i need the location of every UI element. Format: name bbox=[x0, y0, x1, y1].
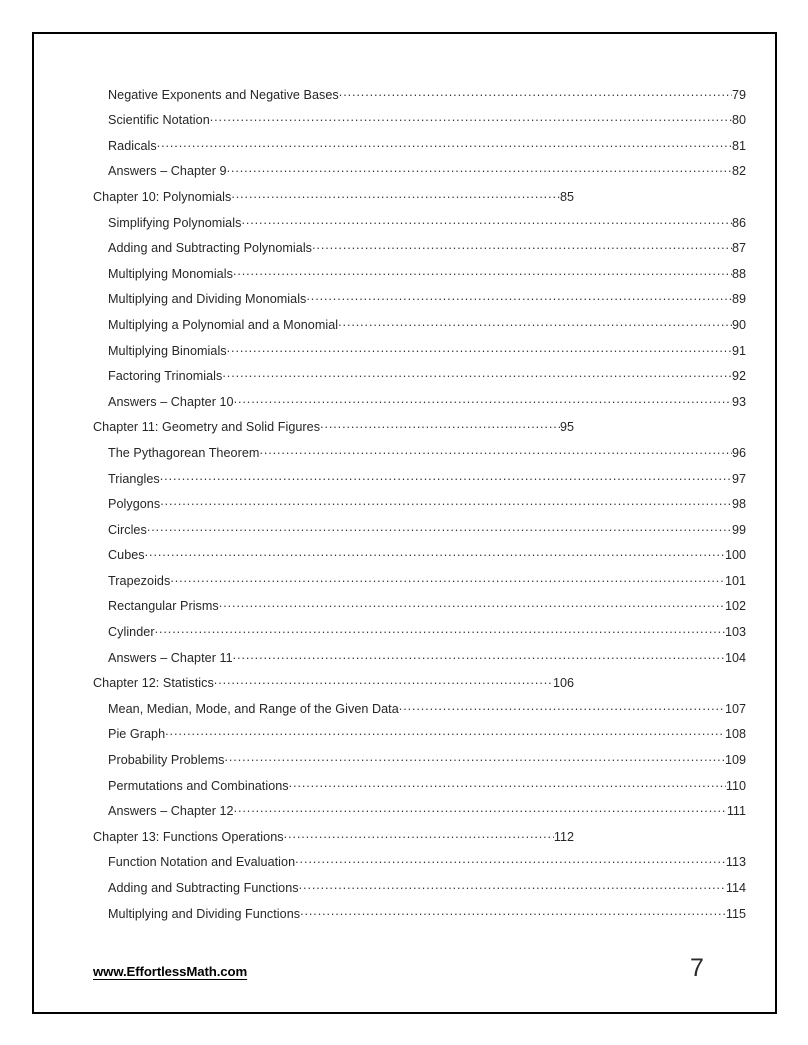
toc-entry-row[interactable] bbox=[108, 342, 746, 368]
toc-dot-leader bbox=[155, 623, 725, 636]
toc-entry-page-number: 88 bbox=[731, 266, 746, 281]
toc-entry-page-number: 87 bbox=[731, 241, 746, 256]
page-footer bbox=[93, 954, 745, 994]
toc-entry-title: Circles bbox=[108, 522, 147, 537]
toc-dot-leader bbox=[222, 368, 732, 381]
toc-dot-leader bbox=[147, 521, 732, 534]
toc-entry-row[interactable] bbox=[108, 214, 746, 240]
toc-entry-title: Radicals bbox=[108, 138, 157, 153]
toc-dot-leader bbox=[157, 137, 732, 150]
toc-entry-title: Answers – Chapter 10 bbox=[108, 394, 234, 409]
toc-dot-leader bbox=[289, 777, 726, 790]
toc-dot-leader bbox=[320, 419, 560, 432]
toc-entry-title: Chapter 13: Functions Operations bbox=[93, 829, 284, 844]
toc-dot-leader bbox=[399, 700, 725, 713]
toc-entry-page-number: 107 bbox=[724, 701, 746, 716]
table-of-contents bbox=[93, 86, 753, 931]
toc-entry-title: Chapter 11: Geometry and Solid Figures bbox=[93, 420, 321, 435]
toc-entry-row[interactable] bbox=[108, 368, 746, 394]
toc-entry-row[interactable] bbox=[108, 598, 746, 624]
toc-entry-page-number: 97 bbox=[731, 471, 746, 486]
toc-dot-leader bbox=[338, 316, 732, 329]
toc-entry-row[interactable] bbox=[108, 854, 746, 880]
toc-entry-title: Probability Problems bbox=[108, 753, 225, 768]
toc-entry-row[interactable] bbox=[108, 547, 746, 573]
toc-entry-page-number: 98 bbox=[731, 497, 746, 512]
toc-dot-leader bbox=[241, 214, 732, 227]
toc-entry-title: The Pythagorean Theorem bbox=[108, 445, 260, 460]
toc-chapter-row[interactable] bbox=[93, 188, 574, 214]
toc-entry-page-number: 110 bbox=[725, 778, 746, 793]
toc-entry-title: Polygons bbox=[108, 497, 161, 512]
toc-entry-page-number: 113 bbox=[725, 855, 746, 870]
toc-entry-row[interactable] bbox=[108, 905, 746, 931]
toc-dot-leader bbox=[295, 854, 726, 867]
toc-entry-title: Multiplying and Dividing Monomials bbox=[108, 292, 307, 307]
toc-entry-row[interactable] bbox=[108, 623, 746, 649]
toc-entry-title: Pie Graph bbox=[108, 727, 166, 742]
toc-entry-page-number: 104 bbox=[724, 650, 746, 665]
toc-dot-leader bbox=[160, 470, 732, 483]
toc-entry-page-number: 80 bbox=[731, 113, 746, 128]
toc-entry-page-number: 91 bbox=[731, 343, 746, 358]
toc-dot-leader bbox=[299, 879, 726, 892]
toc-dot-leader bbox=[234, 803, 727, 816]
toc-entry-page-number: 100 bbox=[724, 548, 746, 563]
toc-entry-row[interactable] bbox=[108, 777, 746, 803]
toc-entry-page-number: 92 bbox=[731, 369, 746, 384]
toc-entry-page-number: 89 bbox=[731, 292, 746, 307]
toc-entry-row[interactable] bbox=[108, 316, 746, 342]
toc-dot-leader bbox=[227, 163, 732, 176]
toc-entry-title: Factoring Trinomials bbox=[108, 369, 223, 384]
toc-entry-title: Chapter 12: Statistics bbox=[93, 676, 214, 691]
toc-entry-page-number: 93 bbox=[731, 394, 746, 409]
toc-entry-row[interactable] bbox=[108, 86, 746, 112]
toc-entry-page-number: 96 bbox=[731, 445, 746, 460]
toc-entry-title: Scientific Notation bbox=[108, 113, 210, 128]
toc-dot-leader bbox=[312, 240, 732, 253]
toc-entry-title: Rectangular Prisms bbox=[108, 599, 219, 614]
toc-entry-row[interactable] bbox=[108, 649, 746, 675]
toc-entry-row[interactable] bbox=[108, 726, 746, 752]
toc-entry-row[interactable] bbox=[108, 291, 746, 317]
toc-entry-page-number: 95 bbox=[559, 420, 574, 435]
toc-entry-title: Adding and Subtracting Polynomials bbox=[108, 241, 313, 256]
toc-entry-title: Adding and Subtracting Functions bbox=[108, 881, 299, 895]
toc-dot-leader bbox=[233, 265, 732, 278]
toc-dot-leader bbox=[214, 675, 553, 688]
document-page bbox=[32, 32, 777, 1014]
toc-dot-leader bbox=[234, 393, 732, 406]
toc-entry-row[interactable] bbox=[108, 700, 746, 726]
toc-entry-page-number: 114 bbox=[725, 881, 746, 895]
toc-entry-page-number: 108 bbox=[724, 727, 746, 742]
toc-entry-row[interactable] bbox=[108, 444, 746, 470]
toc-chapter-row[interactable] bbox=[93, 419, 574, 445]
toc-dot-leader bbox=[233, 649, 725, 662]
toc-entry-page-number: 81 bbox=[731, 138, 746, 153]
toc-entry-title: Mean, Median, Mode, and Range of the Given Data bbox=[108, 701, 399, 716]
toc-entry-title: Trapezoids bbox=[108, 573, 171, 588]
toc-entry-row[interactable] bbox=[108, 751, 746, 777]
toc-chapter-row[interactable] bbox=[93, 828, 574, 854]
toc-entry-page-number: 99 bbox=[731, 522, 746, 537]
toc-entry-title: Triangles bbox=[108, 471, 160, 486]
toc-entry-page-number: 79 bbox=[731, 87, 746, 102]
toc-entry-page-number: 101 bbox=[724, 573, 746, 588]
toc-entry-page-number: 90 bbox=[731, 317, 746, 332]
toc-entry-title: Multiplying a Polynomial and a Monomial bbox=[108, 317, 339, 332]
toc-dot-leader bbox=[259, 444, 732, 457]
toc-entry-title: Function Notation and Evaluation bbox=[108, 855, 296, 870]
toc-entry-title: Multiplying and Dividing Functions bbox=[108, 906, 301, 921]
toc-dot-leader bbox=[300, 905, 726, 918]
toc-entry-row[interactable] bbox=[108, 163, 746, 189]
toc-entry-title: Chapter 10: Polynomials bbox=[93, 189, 232, 204]
toc-entry-page-number: 115 bbox=[725, 906, 746, 921]
toc-entry-title: Negative Exponents and Negative Bases bbox=[108, 87, 339, 102]
toc-dot-leader bbox=[227, 342, 732, 355]
toc-dot-leader bbox=[306, 291, 732, 304]
toc-entry-row[interactable] bbox=[108, 393, 746, 419]
toc-dot-leader bbox=[219, 598, 725, 611]
toc-entry-row[interactable] bbox=[108, 803, 746, 829]
toc-entry-row[interactable] bbox=[108, 879, 746, 905]
toc-entry-page-number: 85 bbox=[559, 189, 574, 204]
toc-entry-title: Cylinder bbox=[108, 625, 155, 640]
toc-entry-page-number: 86 bbox=[731, 215, 746, 230]
toc-dot-leader bbox=[231, 188, 560, 201]
toc-dot-leader bbox=[210, 112, 732, 125]
toc-entry-page-number: 102 bbox=[724, 599, 746, 614]
toc-dot-leader bbox=[284, 828, 554, 841]
toc-entry-title: Answers – Chapter 12 bbox=[108, 804, 234, 819]
toc-entry-row[interactable] bbox=[108, 521, 746, 547]
toc-dot-leader bbox=[225, 751, 725, 764]
toc-entry-title: Answers – Chapter 9 bbox=[108, 164, 227, 179]
toc-entry-row[interactable] bbox=[108, 572, 746, 598]
toc-entry-title: Permutations and Combinations bbox=[108, 778, 289, 793]
toc-dot-leader bbox=[339, 86, 732, 99]
toc-entry-title: Answers – Chapter 11 bbox=[108, 650, 233, 665]
page-number: 7 bbox=[690, 954, 704, 982]
toc-chapter-row[interactable] bbox=[93, 675, 574, 701]
toc-entry-row[interactable] bbox=[108, 240, 746, 266]
toc-entry-page-number: 103 bbox=[724, 625, 746, 640]
toc-entry-row[interactable] bbox=[108, 496, 746, 522]
toc-dot-leader bbox=[170, 572, 725, 585]
toc-entry-row[interactable] bbox=[108, 265, 746, 291]
toc-entry-page-number: 109 bbox=[724, 753, 746, 768]
toc-dot-leader bbox=[165, 726, 725, 739]
toc-entry-row[interactable] bbox=[108, 112, 746, 138]
toc-entry-row[interactable] bbox=[108, 137, 746, 163]
toc-entry-title: Multiplying Binomials bbox=[108, 343, 227, 358]
site-url-link[interactable]: www.EffortlessMath.com bbox=[93, 964, 248, 979]
toc-entry-page-number: 106 bbox=[552, 676, 574, 691]
toc-dot-leader bbox=[160, 496, 732, 509]
toc-dot-leader bbox=[145, 547, 725, 560]
toc-entry-title: Multiplying Monomials bbox=[108, 266, 233, 281]
toc-entry-title: Cubes bbox=[108, 548, 145, 563]
toc-entry-title: Simplifying Polynomials bbox=[108, 215, 242, 230]
toc-entry-page-number: 112 bbox=[553, 829, 574, 844]
toc-entry-row[interactable] bbox=[108, 470, 746, 496]
toc-entry-page-number: 82 bbox=[731, 164, 746, 179]
toc-entry-page-number: 111 bbox=[726, 804, 746, 819]
